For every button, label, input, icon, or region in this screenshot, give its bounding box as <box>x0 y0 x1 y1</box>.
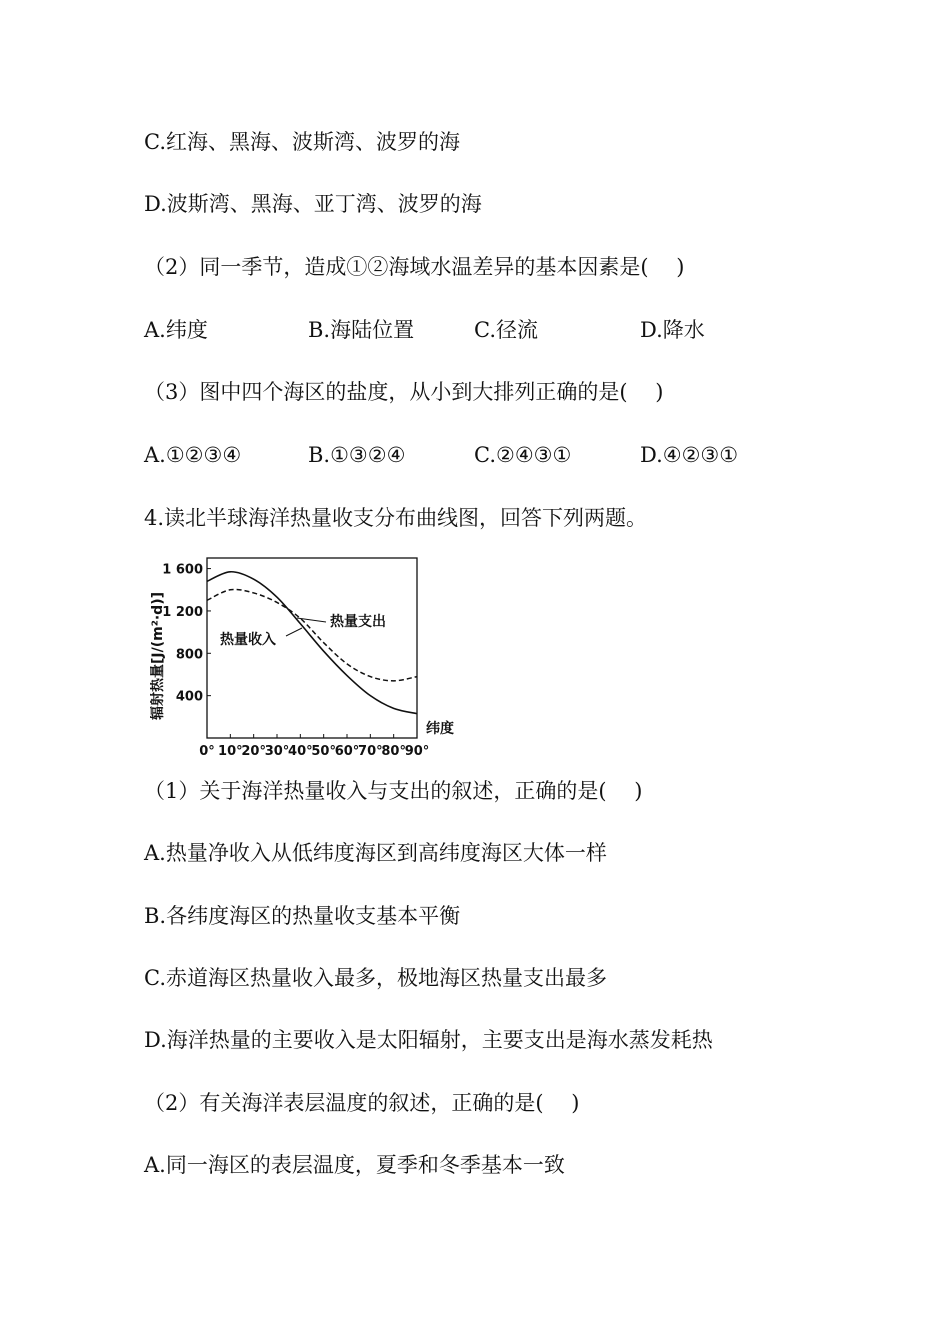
x-tick-label: 50° <box>311 744 336 758</box>
q3-3-stem: （3）图中四个海区的盐度，从小到大排列正确的是( ) <box>144 380 664 404</box>
q3-2-option-d: D.降水 <box>640 318 705 342</box>
q4-stem: 4.读北半球海洋热量收支分布曲线图，回答下列两题。 <box>144 506 648 530</box>
q3-2-option-b: B.海陆位置 <box>308 318 415 342</box>
y-tick-group <box>162 563 211 705</box>
q4-1-option-c: C.赤道海区热量收入最多，极地海区热量支出最多 <box>144 966 607 990</box>
q4-1-stem: （1）关于海洋热量收入与支出的叙述，正确的是( ) <box>144 779 643 803</box>
y-tick-label: 800 <box>175 647 203 663</box>
y-tick-label: 1 600 <box>162 562 203 578</box>
heat-budget-chart <box>150 548 470 758</box>
y-tick-label: 400 <box>175 689 203 705</box>
x-tick-label: 70° <box>358 744 383 758</box>
q4-1-option-a: A.热量净收入从低纬度海区到高纬度海区大体一样 <box>144 841 607 865</box>
income-leader-line <box>286 628 302 636</box>
chart-frame <box>207 558 417 738</box>
x-tick-label: 30° <box>264 744 290 758</box>
chart-ylabel: 辐射热量[J/(m²·d)] <box>150 592 166 720</box>
q4-2-stem: （2）有关海洋表层温度的叙述，正确的是( ) <box>144 1091 580 1115</box>
q3-3-option-a: A.①②③④ <box>144 443 242 467</box>
q3-2-stem: （2）同一季节，造成①②海域水温差异的基本因素是( ) <box>144 255 685 279</box>
q4-1-option-b: B.各纬度海区的热量收支基本平衡 <box>144 904 461 928</box>
x-tick-label: 90° <box>404 744 430 758</box>
expense-label: 热量支出 <box>330 614 386 630</box>
q3-option-d: D.波斯湾、黑海、亚丁湾、波罗的海 <box>144 192 482 216</box>
q3-2-option-c: C.径流 <box>474 318 538 342</box>
x-tick-label: 40° <box>288 744 313 758</box>
x-tick-label: 60° <box>334 744 360 758</box>
y-tick-label: 1 200 <box>162 604 203 620</box>
q3-3-option-b: B.①③②④ <box>308 443 406 467</box>
chart-xlabel: 纬度 <box>426 721 454 737</box>
q4-2-option-a: A.同一海区的表层温度，夏季和冬季基本一致 <box>144 1153 565 1177</box>
q3-2-option-a: A.纬度 <box>144 318 208 342</box>
q3-3-option-d: D.④②③① <box>640 443 739 467</box>
x-tick-label: 80° <box>381 744 406 758</box>
q3-option-c: C.红海、黑海、波斯湾、波罗的海 <box>144 130 460 154</box>
q3-3-option-c: C.②④③① <box>474 443 572 467</box>
x-tick-label: 10° <box>218 744 243 758</box>
income-label: 热量收入 <box>220 632 276 648</box>
q4-1-option-d: D.海洋热量的主要收入是太阳辐射，主要支出是海水蒸发耗热 <box>144 1028 713 1052</box>
x-tick-label: 20° <box>241 744 266 758</box>
x-tick-label: 0° <box>199 744 215 758</box>
